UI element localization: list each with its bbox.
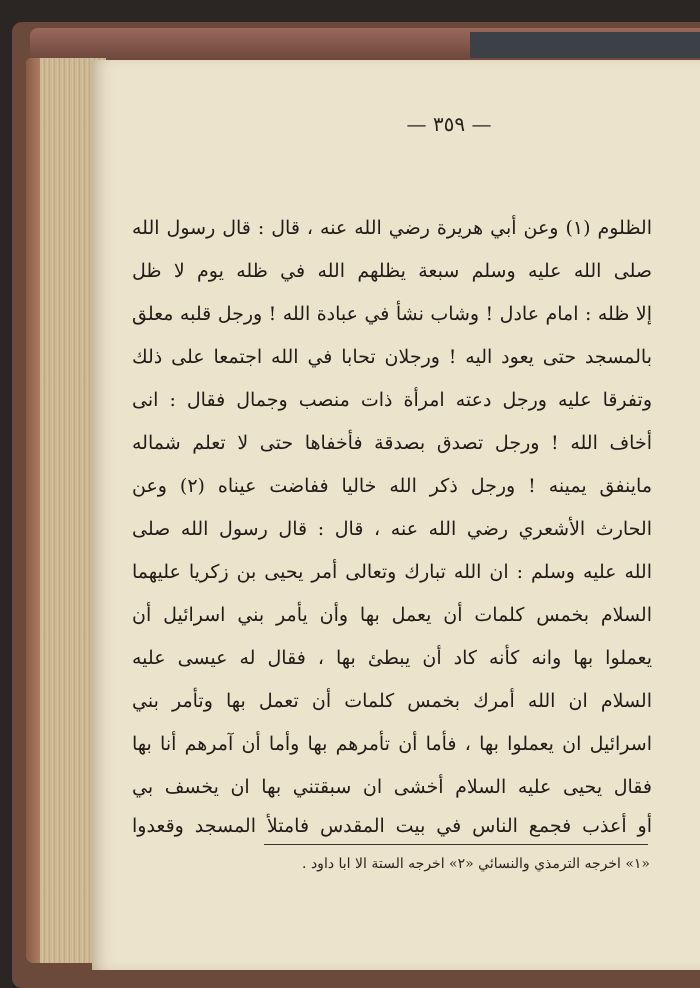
text-line: يعملوا بها وانه كأنه كاد أن يبطئ بها ، فقال له عيسى عليه xyxy=(132,647,652,669)
text-line: اسرائيل ان يعملوا بها ، فأما أن تأمرهم بها وأما أن آمرهم أنا بها xyxy=(132,733,652,755)
text-line: السلام ان الله أمرك بخمس كلمات أن تعمل بها وتأمر بني xyxy=(132,690,652,712)
text-line: صلى الله عليه وسلم سبعة يظلهم الله في ظله يوم لا ظل xyxy=(132,260,652,282)
text-line: أخاف الله ! ورجل تصدق بصدقة فأخفاها حتى لا تعلم شماله xyxy=(132,432,652,454)
text-line: الله عليه وسلم : ان الله تبارك وتعالى أمر يحيى بن زكريا عليهما xyxy=(132,561,652,583)
cover-board-edge xyxy=(26,58,40,963)
footnote: «١» اخرجه الترمذي والنسائي «٢» اخرجه الستة الا ابا داود . xyxy=(302,856,650,872)
book-page xyxy=(92,60,700,970)
footnote-divider xyxy=(264,844,648,845)
page-number: — ٣٥٩ — xyxy=(406,112,492,136)
text-line: فقال يحيى عليه السلام أخشى ان سبقتني بها ان يخسف بي xyxy=(132,776,652,798)
book-spine-cloth xyxy=(470,32,700,58)
text-line: بالمسجد حتى يعود اليه ! ورجلان تحابا في الله اجتمعا على ذلك xyxy=(132,346,652,368)
text-line: الظلوم (١) وعن أبي هريرة رضي الله عنه ، قال : قال رسول الله xyxy=(132,217,652,239)
text-line: وتفرقا عليه ورجل دعته امرأة ذات منصب وجمال فقال : انى xyxy=(132,389,652,411)
text-line: الحارث الأشعري رضي الله عنه ، قال : قال رسول الله صلى xyxy=(132,518,652,540)
text-line: ماينفق يمينه ! ورجل ذكر الله خاليا ففاضت عيناه (٢) وعن xyxy=(132,475,652,497)
text-line: إلا ظله : امام عادل ! وشاب نشأ في عبادة الله ! ورجل قلبه معلق xyxy=(132,303,652,325)
text-line: السلام بخمس كلمات أن يعمل بها وأن يأمر بني اسرائيل أن xyxy=(132,604,652,626)
text-line: أو أعذب فجمع الناس في بيت المقدس فامتلأ المسجد وقعدوا xyxy=(132,815,652,837)
page-text-block xyxy=(92,60,700,970)
